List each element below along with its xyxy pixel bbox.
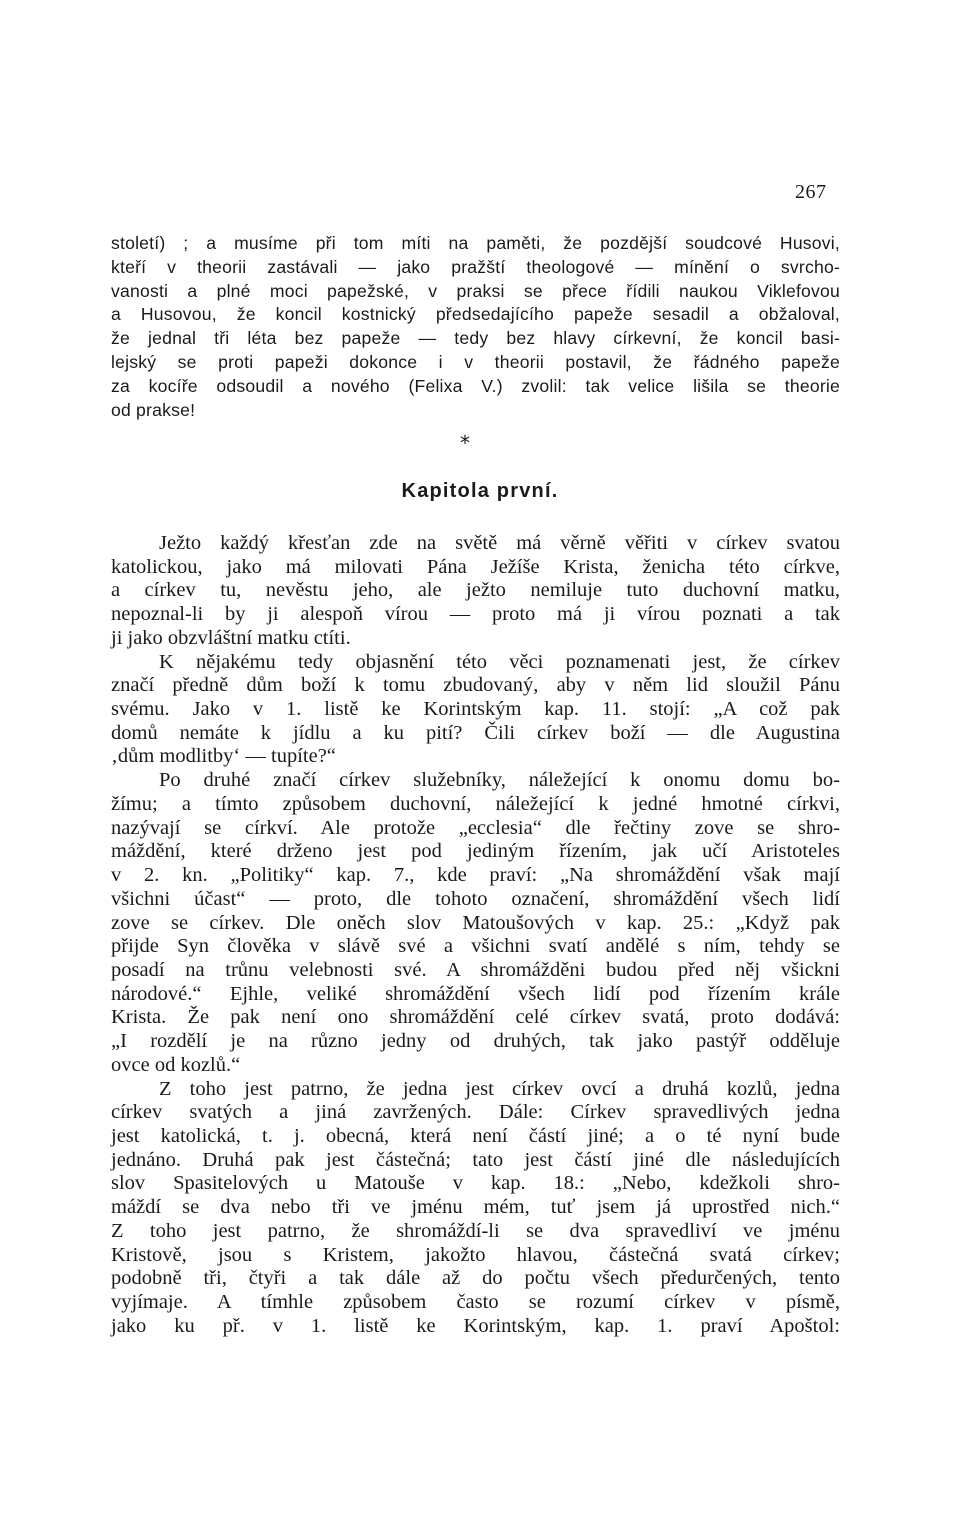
text-line: „I rozdělí je na různo jedny od druhých, tak jako pastýř odděluje [111, 1030, 840, 1053]
text-line: máždění, které drženo jest pod jediným řízením, jak učí Aristoteles [111, 840, 840, 863]
text-line: vyjímaje. A tímhle způsobem často se rozumí církev v písmě, [111, 1291, 840, 1313]
text-line: značí předně dům boží k tomu zbudovaný, aby v něm lid sloužil Pánu [111, 674, 840, 697]
text-line: katolickou, jako má milovati Pána Ježíše Krista, ženicha této církve, [111, 555, 840, 578]
text-line: lejský se proti papeži dokonce i v theorii postavil, že řádného papeže [111, 351, 840, 372]
text-line: svému. Jako v 1. listě ke Korintským kap. 11. stojí: „A což pak [111, 698, 840, 721]
text-line: máždí se dva nebo tři ve jménu mém, tuť jsem já uprostřed nich.“ [111, 1196, 840, 1219]
text-line: kteří v theorii zastávali — jako pražští theologové — mínění o svrcho- [111, 256, 840, 277]
text-line: nazývají se církví. Ale protože „ecclesia“ dle řečtiny zove se shro- [111, 816, 840, 839]
text-line: církev svatých a jiná zavržených. Dále: Církev spravedlivých jedna [111, 1101, 840, 1124]
text-line: Po druhé značí církev služebníky, náležející k onomu domu bo- [159, 769, 840, 792]
text-line: ji jako obzvláštní matku ctíti. [111, 626, 351, 649]
text-line: vanosti a plné moci papežské, v praksi se přece řídili naukou Viklefovou [111, 280, 840, 301]
text-line: Kristově, jsou s Kristem, jakožto hlavou, částečná svatá církev; [111, 1243, 840, 1266]
chapter-body [111, 532, 840, 1338]
text-line: všichni účast“ — proto, dle tohoto označení, shromáždění všech lidí [111, 887, 840, 910]
text-line: jednáno. Druhá pak jest částečná; tato jest částí jiné dle následujících [111, 1148, 840, 1171]
text-line: že jednal tři léta bez papeže — tedy bez hlavy církevní, že koncil basi- [111, 328, 840, 349]
text-line: slov Spasitelových u Matouše v kap. 18.: „Nebo, kdežkoli shro- [111, 1172, 840, 1195]
section-separator: * [460, 431, 470, 455]
text-line: od prakse! [111, 399, 196, 420]
chapter-title: Kapitola první. [401, 480, 559, 502]
text-line: žímu; a tímto způsobem duchovní, náležející k jedné hmotné církvi, [111, 792, 840, 815]
text-line: jako ku př. v 1. listě ke Korintským, kap. 1. praví Apoštol: [111, 1314, 840, 1337]
text-line: Z toho jest patrno, že jedna jest církev ovcí a druhá kozlů, jedna [159, 1077, 840, 1100]
text-line: K nějakému tedy objasnění této věci poznamenati jest, že církev [159, 650, 840, 673]
text-line: Krista. Že pak není ono shromáždění celé církev svatá, proto dodává: [111, 1006, 840, 1029]
text-line: za kocíře odsoudil a nového (Felixa V.) zvolil: tak velice lišila se theorie [111, 375, 840, 396]
text-line: domů nemáte k jídlu a ku pití? Čili církev boží — dle Augustina [111, 721, 840, 744]
text-line: a církev tu, nevěstu jeho, ale ježto nemiluje tuto duchovní matku, [111, 579, 840, 602]
text-line: a Husovou, že koncil kostnický předsedajícího papeže sesadil a obžaloval, [111, 304, 840, 325]
text-line: národové.“ Ejhle, veliké shromáždění všech lidí pod řízením krále [111, 982, 840, 1005]
page-number: 267 [795, 181, 827, 203]
text-line: posadí na trůnu velebnosti své. A shromážděni budou před něj všickni [111, 958, 840, 981]
text-line: podobně tři, čtyři a tak dále až do počtu všech předurčených, tento [111, 1267, 840, 1290]
intro-paragraph [111, 232, 840, 422]
text-line: Z toho jest patrno, že shromáždí-li se dva spravedliví ve jménu [111, 1219, 840, 1242]
text-line: ovce od kozlů.“ [111, 1053, 241, 1076]
text-line: přijde Syn člověka v slávě své a všichni svatí andělé s ním, tehdy se [111, 935, 840, 958]
text-line: zove se církev. Dle oněch slov Matoušových v kap. 25.: „Když pak [111, 911, 840, 934]
text-line: Ježto každý křesťan zde na světě má věrně věřiti v církev svatou [159, 532, 840, 554]
text-line: v 2. kn. „Politiky“ kap. 7., kde praví: „Na shromáždění však mají [111, 864, 840, 887]
text-line: ‚dům modlitby‘ — tupíte?“ [111, 745, 336, 768]
text-line: století) ; a musíme při tom míti na paměti, že pozdější soudcové Husovi, [111, 233, 840, 253]
text-line: nepoznal-li by ji alespoň vírou — proto má ji vírou poznati a tak [111, 603, 840, 626]
text-line: jest katolická, t. j. obecná, která není částí jiné; a o té nyní bude [111, 1124, 840, 1147]
